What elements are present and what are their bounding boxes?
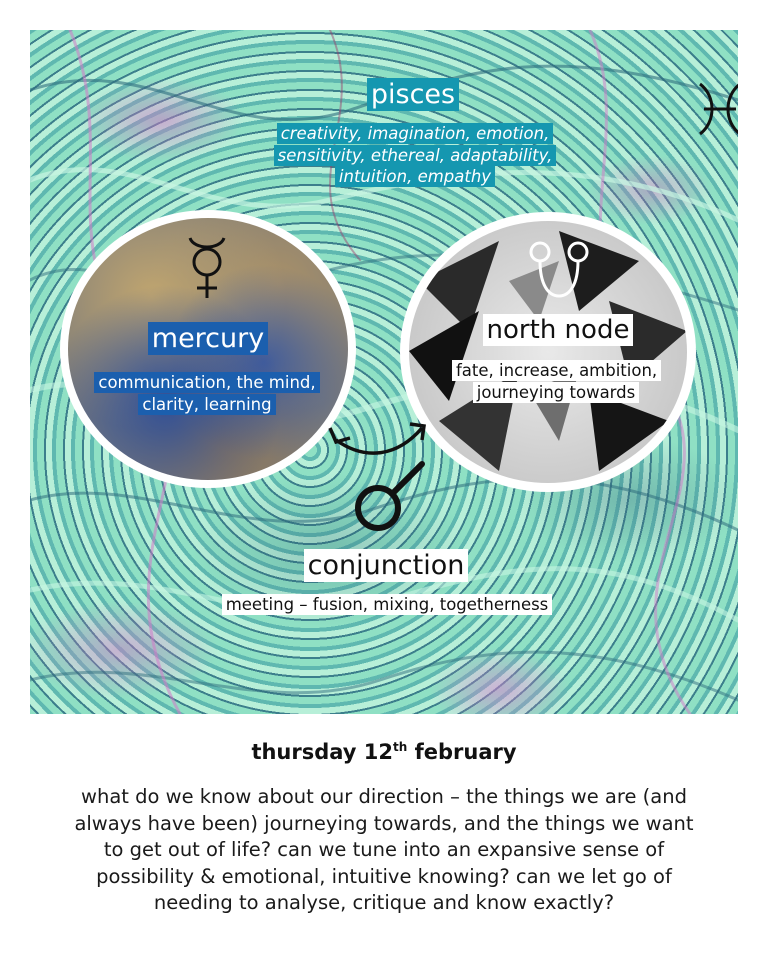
date-heading [0, 740, 768, 764]
pisces-title: pisces [338, 78, 488, 112]
date-day: thursday 12 [251, 740, 394, 764]
conjunction-title: conjunction [296, 548, 476, 583]
reflection-text: what do we know about our direction – the things we are (and always have been) journeying towards, and the things we want to get out of life? can we tune into an expansive sense of possibility & emotional, intuitive knowing? can we let go of needing to analyse, critique and know exactly? [74, 785, 694, 915]
pisces-traits: creativity, imagination, emotion, sensitivity, ethereal, adaptability, intuition, empathy [270, 123, 560, 188]
double-arrow-icon [324, 412, 434, 462]
conjunction-traits: meeting – fusion, mixing, togetherness [196, 594, 578, 615]
north-node-title: north node [470, 314, 646, 348]
conjunction-symbol-icon [346, 456, 430, 536]
date-month: february [414, 740, 517, 764]
mercury-traits: communication, the mind, clarity, learning [76, 372, 338, 415]
pisces-symbol-icon [694, 80, 738, 138]
mercury-title: mercury [138, 322, 278, 356]
date-suffix: th [393, 740, 408, 754]
north-node-symbol-icon [526, 236, 592, 302]
north-node-traits: fate, increase, ambition, journeying towards [452, 360, 660, 404]
mercury-symbol-icon [180, 236, 234, 302]
